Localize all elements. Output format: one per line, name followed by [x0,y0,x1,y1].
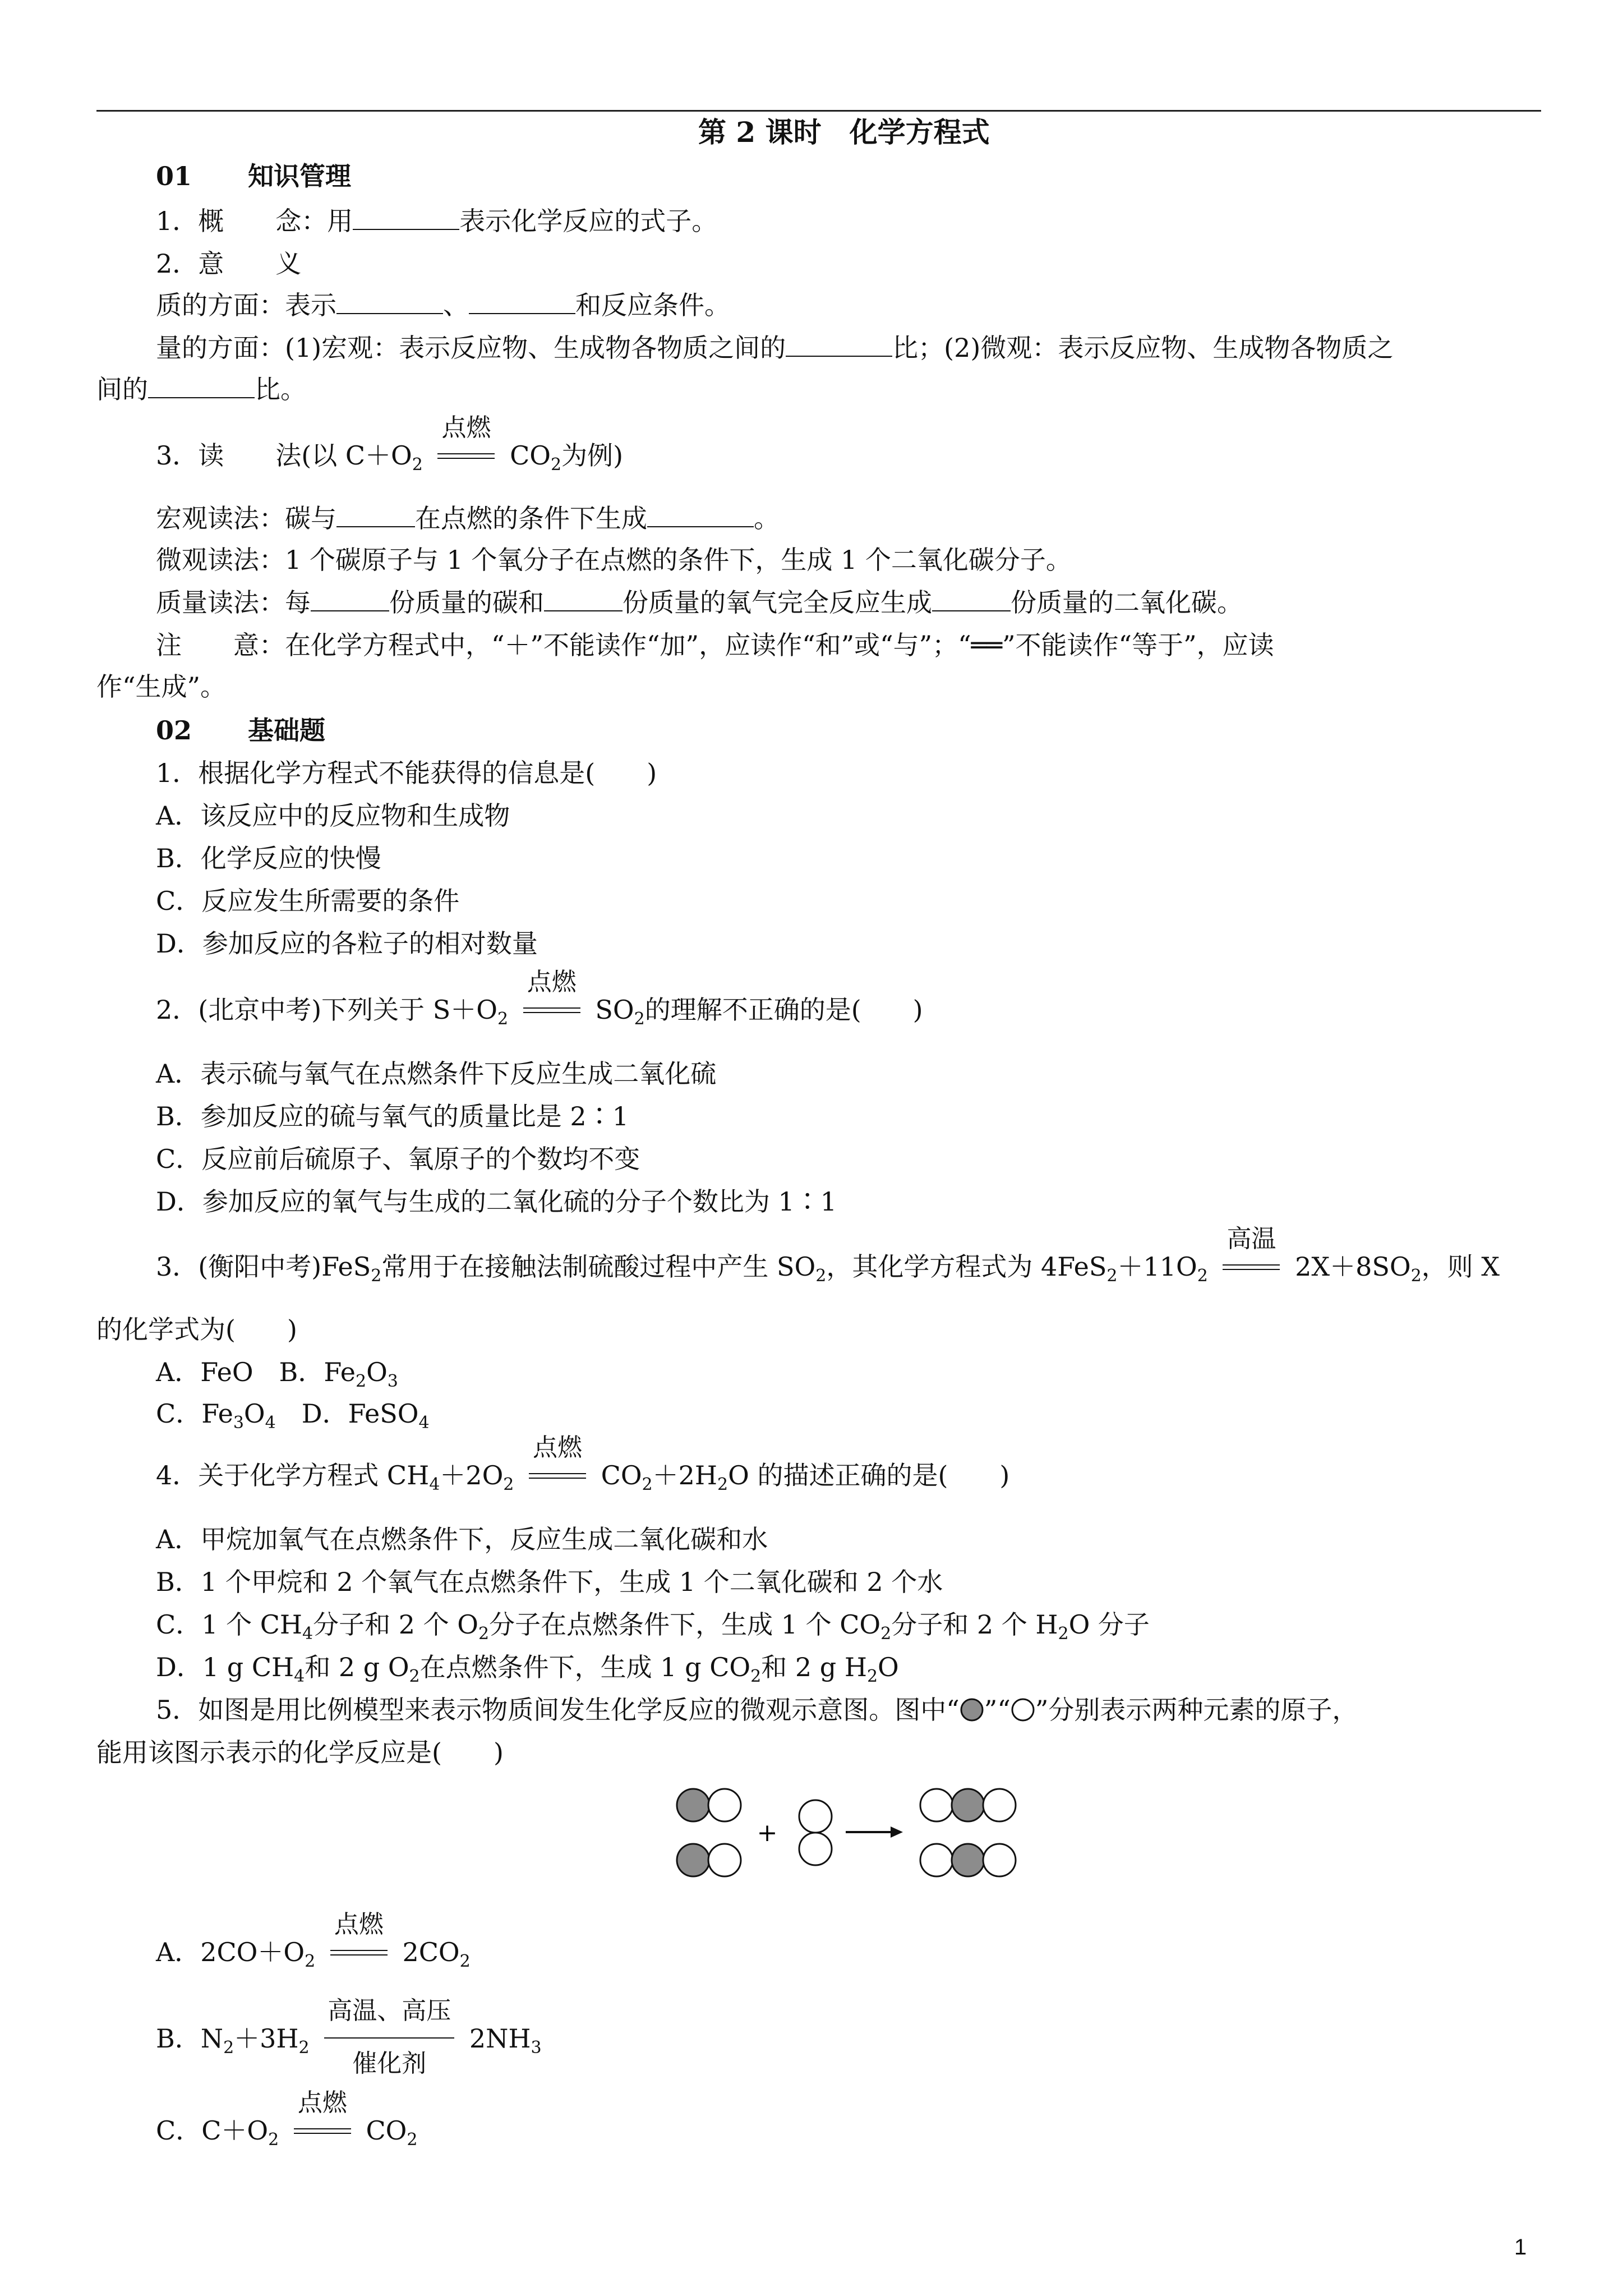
reaction-condition: 高温、高压 催化剂 [322,2024,457,2058]
knowledge-item-reading: 3．读 法(以 $C+O_2$ 点燃 $CO_2$为例) [156,413,624,475]
question-1-option-c[interactable]: C．反应发生所需要的条件 [156,886,460,916]
product-co2-molecule [920,1789,1016,1821]
question-3-options-ab[interactable]: A．FeO B．$Fe_2O_3$ [156,1357,398,1391]
reactant-co-molecule [677,1844,741,1876]
question-2-option-a[interactable]: A．表示硫与氧气在点燃条件下反应生成二氧化硫 [156,1059,717,1089]
knowledge-quantitative-cont: 间的 比。 [96,374,306,404]
top-rule [96,110,1541,112]
reading-micro: 微观读法：1 个碳原子与 1 个氧分子在点燃的条件下，生成 1 个二氧化碳分子。 [156,545,1072,575]
section-heading-knowledge [156,159,351,193]
page-number: 1 [1514,2235,1527,2260]
knowledge-item-meaning: 2．意 义 [156,249,302,279]
reading-note-cont: 作“生成”。 [96,671,227,702]
fill-blank[interactable] [647,504,754,527]
fill-blank[interactable] [786,333,892,357]
question-5-option-b[interactable]: B．$N_2+3H_2$ 高温、高压 催化剂 $2NH_3$ [156,1996,542,2078]
section-label: 基础题 [248,715,326,746]
fill-blank[interactable] [353,206,459,230]
question-4-option-b[interactable]: B．1 个甲烷和 2 个氧气在点燃条件下，生成 1 个二氧化碳和 2 个水 [156,1567,943,1597]
question-5-option-a[interactable]: A．$2CO+O_2$ 点燃 $2CO_2$ [156,1910,471,1971]
reactant-co-molecule [677,1789,741,1821]
reading-note: 注 意：在化学方程式中，“＋”不能读作“加”，应读作“和”或“与”；“══”不能读作“等于”，应读 [156,630,1274,660]
section-number: 01 [156,161,192,191]
fill-blank[interactable] [148,375,255,398]
question-5-option-c[interactable]: C．$C+O_2$ 点燃 $CO_2$ [156,2088,418,2150]
question-3-options-cd[interactable]: C．$Fe_3O_4$ D．FeSO$_4$ [156,1398,430,1433]
fill-blank[interactable] [544,588,623,611]
section-label: 知识管理 [248,161,352,191]
question-2-option-b[interactable]: B．参加反应的硫与氧气的质量比是 2∶1 [156,1101,629,1131]
question-1-option-a[interactable]: A．该反应中的反应物和生成物 [156,800,510,831]
white-atom-icon [1011,1697,1035,1722]
reaction-condition: 点燃 [521,995,583,1029]
knowledge-qualitative: 质的方面：表示 、 和反应条件。 [156,290,730,320]
product-co2-molecule [920,1844,1016,1876]
question-2-option-d[interactable]: D．参加反应的氧气与生成的二氧化硫的分子个数比为 1∶1 [156,1186,837,1217]
fill-blank[interactable] [336,504,415,527]
question-1-option-b[interactable]: B．化学反应的快慢 [156,843,381,873]
plus-sign: + [757,1819,778,1847]
reaction-condition: 点燃 [527,1461,588,1494]
question-1-stem: 1．根据化学方程式不能获得的信息是( ) [156,758,657,788]
fill-blank[interactable] [469,291,575,314]
molecular-model-diagram [666,1783,1025,1884]
reaction-condition: 点燃 [435,441,497,475]
question-4-option-d[interactable]: D．1 g $CH_4$和 2 g $O_2$在点燃条件下，生成 1 g $CO_2$和 2 g $H_2O$ [156,1652,899,1686]
page-title: 第 2 课时 化学方程式 [698,116,990,149]
reading-mass: 质量读法：每 份质量的碳和 份质量的氧气完全反应生成 份质量的二氧化碳。 [156,587,1243,618]
question-3-stem: 3．(衡阳中考)FeS$_2$常用于在接触法制硫酸过程中产生 $SO_2$，其化学方程式为 $4FeS_2+11O_2$ 高温 $2X+8SO_2$，则 X [156,1225,1500,1286]
reading-macro: 宏观读法：碳与 在点燃的条件下生成 。 [156,503,780,533]
grey-atom-icon [960,1697,984,1722]
reaction-arrow-icon [846,1826,903,1838]
question-5-stem: 5．如图是用比例模型来表示物质间发生化学反应的微观示意图。图中“ ”“ ”分别表示两种元素的原子， [156,1695,1358,1725]
fill-blank[interactable] [932,588,1011,611]
knowledge-item-concept: 1．概 念：用 表示化学反应的式子。 [156,206,718,236]
question-4-option-a[interactable]: A．甲烷加氧气在点燃条件下，反应生成二氧化碳和水 [156,1524,768,1554]
reaction-condition: 高温 [1220,1252,1282,1286]
reaction-condition: 点燃 [292,2116,353,2150]
fill-blank[interactable] [311,588,389,611]
question-5-stem-cont: 能用该图示表示的化学反应是( ) [96,1737,504,1768]
question-4-option-c[interactable]: C．1 个 $CH_4$分子和 2 个 $O_2$分子在点燃条件下，生成 1 个 $CO_2$分子和 2 个 $H_2O$ 分子 [156,1609,1150,1644]
question-2-option-c[interactable]: C．反应前后硫原子、氧原子的个数均不变 [156,1144,640,1174]
question-2-stem: 2．(北京中考)下列关于 $S+O_2$ 点燃 $SO_2$的理解不正确的是( ) [156,968,923,1029]
section-number: 02 [156,715,192,746]
knowledge-quantitative: 量的方面：(1)宏观：表示反应物、生成物各物质之间的 比；(2)微观：表示反应物、生成物各物质之 [156,333,1394,363]
question-4-stem: 4．关于化学方程式 $CH_4+2O_2$ 点燃 $CO_2+2H_2O$ 的描述正确的是( ) [156,1433,1010,1494]
reactant-o2-molecule [799,1800,832,1865]
reaction-condition: 点燃 [328,1938,390,1971]
fill-blank[interactable] [336,291,443,314]
section-heading-basic [156,714,325,747]
question-1-option-d[interactable]: D．参加反应的各粒子的相对数量 [156,928,538,959]
question-3-stem-cont: 的化学式为( ) [96,1314,297,1345]
